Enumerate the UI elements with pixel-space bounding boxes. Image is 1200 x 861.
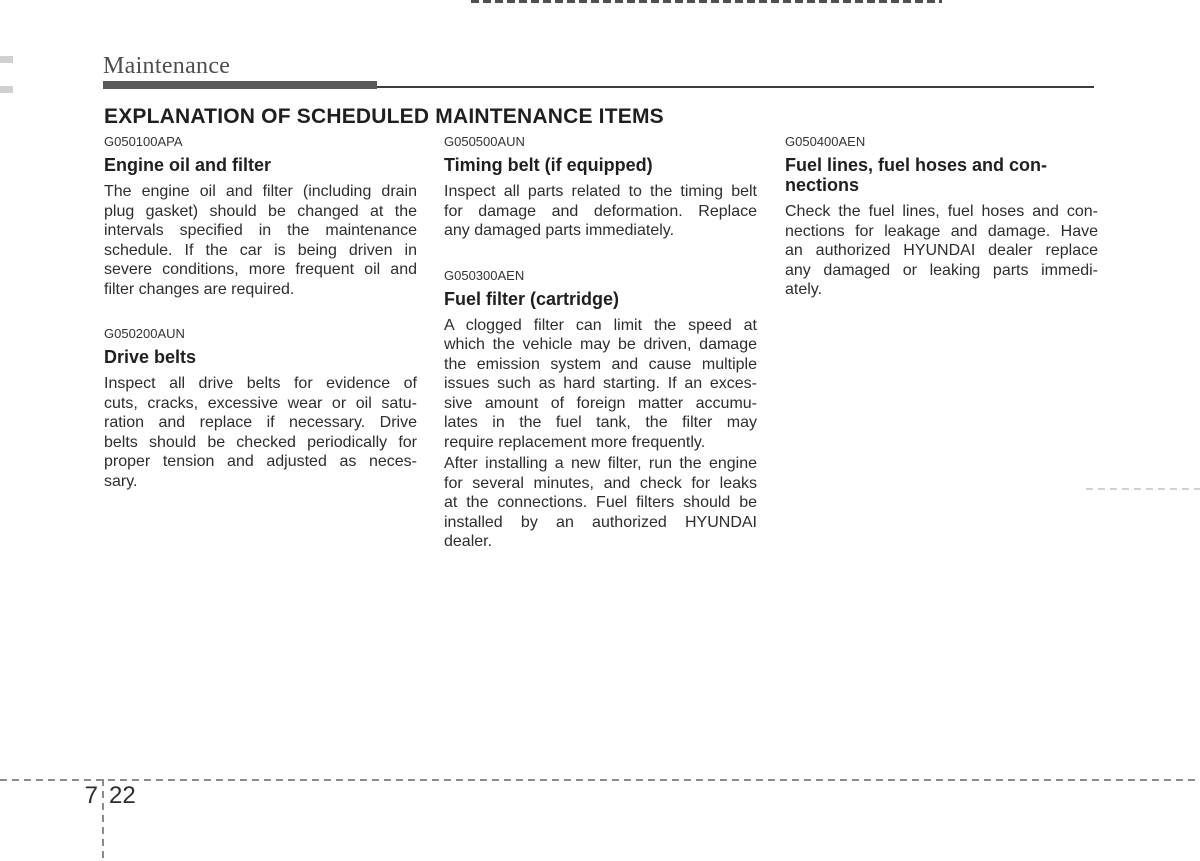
- section-heading: Drive belts: [104, 347, 197, 367]
- paragraph: [104, 182, 417, 299]
- section-code: G050500AUN: [444, 134, 525, 149]
- left-tick-mark: [0, 56, 13, 63]
- paragraph-line: at the connections. Fuel filters should be: [444, 494, 757, 511]
- column-3: [785, 134, 1098, 300]
- paragraph-line: filter changes are required.: [104, 280, 295, 298]
- section-code: G050300AEN: [444, 267, 525, 283]
- section-heading: Timing belt (if equipped): [444, 155, 653, 175]
- left-tick-mark: [0, 86, 13, 93]
- paragraph-line: Inspect all parts related to the timing belt: [444, 183, 757, 200]
- section-timing-belt: [444, 134, 757, 241]
- section-code: G050400AEN: [785, 134, 866, 149]
- chapter-label: Maintenance: [103, 53, 231, 79]
- section-heading: Fuel filter (cartridge): [444, 288, 620, 309]
- paragraph-line: issues such as hard starting. If an exces-: [444, 375, 757, 392]
- page-number-page: 22: [109, 782, 136, 809]
- paragraph: [444, 316, 757, 453]
- paragraph-line: cuts, cracks, excessive wear or oil satu-: [104, 394, 417, 412]
- paragraph-line: belts should be checked periodically for: [104, 433, 417, 451]
- paragraph-line: Check the fuel lines, fuel hoses and con-: [785, 203, 1098, 220]
- paragraph-line: lates in the fuel tank, the filter may: [444, 414, 757, 431]
- section-fuel-filter: [444, 268, 757, 552]
- chapter-rule-line: [377, 86, 1094, 88]
- chapter-rule-bar: [103, 81, 377, 89]
- paragraph-line: an authorized HYUNDAI dealer replace: [785, 242, 1098, 259]
- top-dashed-crop-line: [471, 0, 942, 3]
- paragraph-line: dealer.: [444, 533, 493, 550]
- page-number-chapter: 7: [84, 782, 98, 809]
- paragraph-line: intervals specified in the maintenance: [104, 222, 417, 239]
- paragraph-line: proper tension and adjusted as neces-: [104, 453, 417, 470]
- paragraph-line: require replacement more frequently.: [444, 433, 706, 451]
- paragraph-line: for several minutes, and check for leaks: [444, 474, 757, 492]
- paragraph-line: installed by an authorized HYUNDAI: [444, 513, 757, 531]
- section-code: G050200AUN: [104, 326, 185, 341]
- paragraph: [444, 182, 757, 241]
- paragraph: [785, 202, 1098, 300]
- paragraph-line: ration and replace if necessary. Drive: [104, 414, 417, 431]
- column-1: [104, 134, 417, 491]
- section-heading: Fuel lines, fuel hoses and con-: [785, 155, 1048, 175]
- column-2: [444, 134, 757, 552]
- paragraph-line: any damaged or leaking parts immedi-: [785, 261, 1098, 279]
- paragraph-line: any damaged parts immediately.: [444, 222, 675, 239]
- paragraph-line: schedule. If the car is being driven in: [104, 241, 417, 259]
- paragraph-line: sive amount of foreign matter accumu-: [444, 394, 757, 412]
- section-fuel-lines: [785, 134, 1098, 300]
- paragraph-line: which the vehicle may be driven, damage: [444, 336, 757, 353]
- paragraph-line: plug gasket) should be changed at the: [104, 202, 417, 220]
- paragraph: [104, 374, 417, 491]
- footer-vertical-dashed-line: [102, 779, 104, 861]
- paragraph: [444, 454, 757, 552]
- paragraph-line: severe conditions, more frequent oil and: [104, 261, 417, 278]
- paragraph-line: nections for leakage and damage. Have: [785, 222, 1098, 240]
- paragraph-line: Inspect all drive belts for evidence of: [104, 375, 417, 392]
- section-drive-belts: [104, 326, 417, 491]
- paragraph-line: The engine oil and filter (including drain: [104, 183, 417, 200]
- paragraph-line: A clogged filter can limit the speed at: [444, 316, 757, 334]
- paragraph-line: After installing a new filter, run the engine: [444, 455, 757, 472]
- page-title: EXPLANATION OF SCHEDULED MAINTENANCE ITEMS: [104, 105, 664, 128]
- section-code: G050100APA: [104, 134, 183, 149]
- footer-dashed-line: [0, 779, 1200, 781]
- paragraph-line: sary.: [104, 472, 138, 490]
- paragraph-line: the emission system and cause multiple: [444, 355, 757, 373]
- section-engine-oil-and-filter: [104, 134, 417, 299]
- section-heading: nections: [785, 175, 860, 195]
- section-heading: Engine oil and filter: [104, 155, 272, 175]
- right-dashed-crop-line: [1086, 488, 1200, 490]
- paragraph-line: ately.: [785, 281, 823, 298]
- paragraph-line: for damage and deformation. Replace: [444, 202, 757, 220]
